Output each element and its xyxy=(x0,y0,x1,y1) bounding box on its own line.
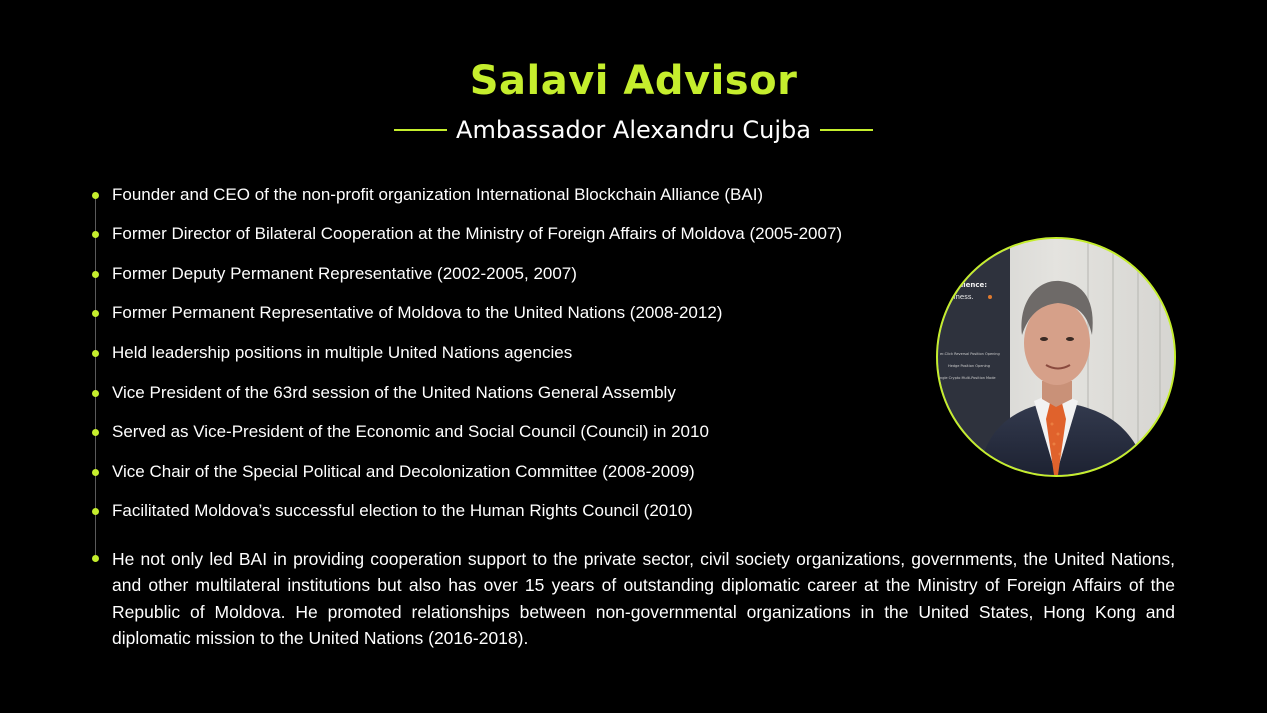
list-item: Served as Vice-President of the Economic and Social Council (Council) in 2010 xyxy=(112,422,709,441)
list-item: Former Director of Bilateral Cooperation at the Ministry of Foreign Affairs of Moldova (2005-2007) xyxy=(112,224,843,243)
list-item: Vice Chair of the Special Political and Decolonization Committee (2008-2009) xyxy=(112,462,695,481)
subtitle-right-rule xyxy=(820,129,873,131)
list-item: Vice President of the 63rd session of the United Nations General Assembly xyxy=(112,383,676,402)
backdrop-text: er-Click Reversal Position Opening xyxy=(940,352,1000,356)
bullet-dot xyxy=(92,192,99,199)
list-item: Founder and CEO of the non-profit organization International Blockchain Alliance (BAI) xyxy=(112,185,764,204)
subtitle-row xyxy=(0,112,1267,148)
advisor-name: Ambassador Alexandru Cujba xyxy=(456,116,811,144)
list-item: Former Deputy Permanent Representative (2002-2005, 2007) xyxy=(112,264,577,283)
timeline-line xyxy=(95,195,96,555)
portrait-illustration xyxy=(938,239,1174,475)
backdrop-text: ngle Crypto Multi-Position Mode xyxy=(940,376,996,380)
bullet-dot xyxy=(92,429,99,436)
bullet-dot xyxy=(92,469,99,476)
advisor-portrait xyxy=(936,237,1176,477)
bullet-dot xyxy=(92,271,99,278)
slide-title: Salavi Advisor xyxy=(469,58,798,104)
summary-paragraph: He not only led BAI in providing cooperation support to the private sector, civil society organizations, governments, the United Nations, and other multilateral institutions but also has over 15 years of outstanding diplomatic career at the Ministry of Foreign Affairs of the Republic of Moldova. He promoted relationships between non-governmental organizations in the United States, Hong Kong and diplomatic mission to the United Nations (2016-2018). xyxy=(112,549,1175,648)
list-item: Facilitated Moldova’s successful election to the Human Rights Council (2010) xyxy=(112,501,693,520)
bullet-dot xyxy=(92,350,99,357)
list-item: Former Permanent Representative of Moldova to the United Nations (2008-2012) xyxy=(112,303,723,322)
backdrop-text: nvenience: xyxy=(944,281,988,289)
bullet-dot xyxy=(92,310,99,317)
bullet-dot xyxy=(92,508,99,515)
list-item: Held leadership positions in multiple United Nations agencies xyxy=(112,343,573,362)
backdrop-text: othness. xyxy=(944,293,974,301)
bullet-dot xyxy=(92,390,99,397)
subtitle-left-rule xyxy=(394,129,447,131)
bullet-dot xyxy=(92,555,99,562)
backdrop-text: Hedge Position Opening xyxy=(948,364,990,368)
bullet-dot xyxy=(92,231,99,238)
